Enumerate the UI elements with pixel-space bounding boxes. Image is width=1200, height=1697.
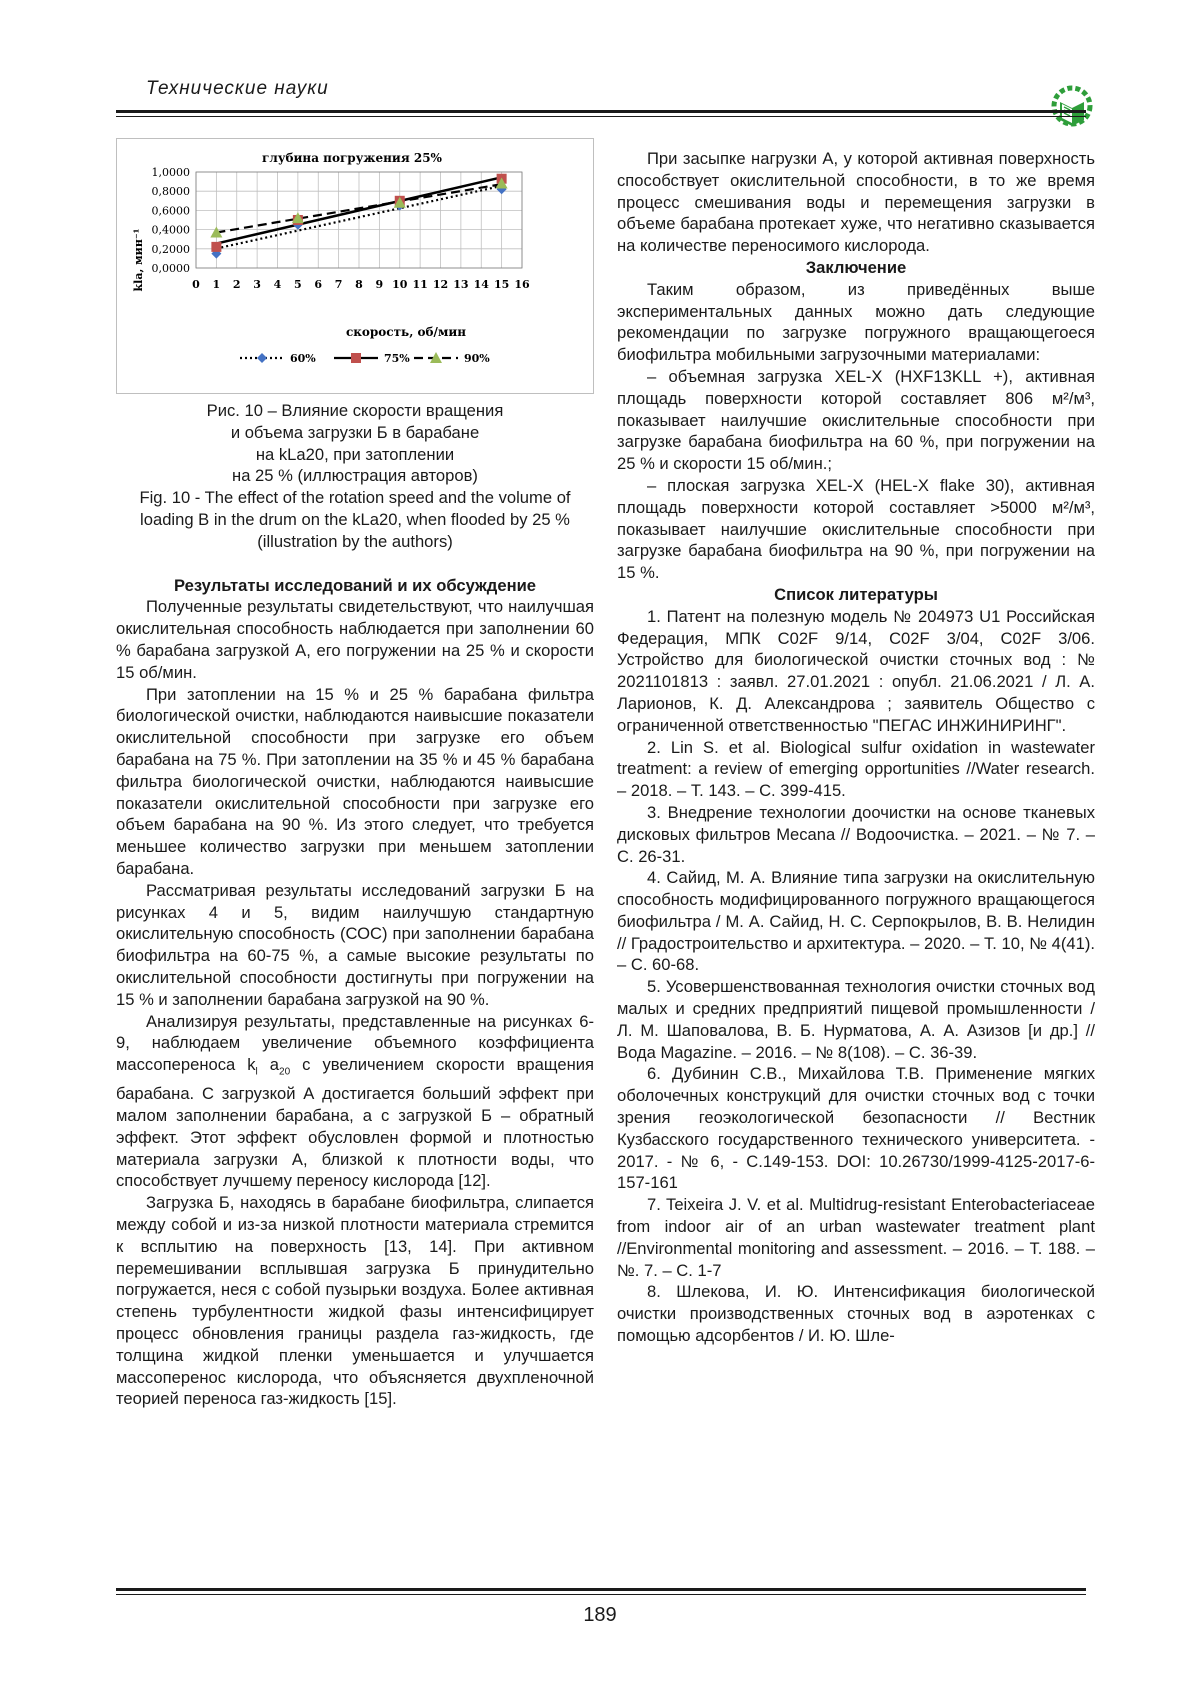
x-tick-label: 13 xyxy=(453,278,469,291)
paragraph: При затоплении на 15 % и 25 % барабана фильтра биологической очистки, наблюдаются наивысшие показатели окислительной способности при загрузке его объем барабана на 75 %. При затоплении на 35 % и 45 % барабана фильтра биологической очистки, наблюдаются наивысшие показатели окислительной способности при загрузке его объем барабана на 90 %. Из этого следует, что требуется меньшее количество загрузки при меньшем затоплении барабана. xyxy=(116,684,594,878)
figure-caption-en: Fig. 10 - The effect of the rotation speed and the volume of loading B in the drum on the kLa20, when flooded by 25 % (illustration by the authors) xyxy=(139,488,571,551)
x-tick-label: 5 xyxy=(294,278,302,291)
x-tick-label: 3 xyxy=(253,278,261,291)
figure-caption-ru-1: Рис. 10 – Влияние скорости вращения xyxy=(206,401,504,420)
reference-item: 4. Сайид, М. А. Влияние типа загрузки на окислительную способность модифицированного погружного вращающегося биофильтра / М. А. Сайид, Н. С. Серпокрылов, В. В. Нелидин // Градостроительство и архитектура. – 2020. – Т. 10, № 4(41). – С. 60-68. xyxy=(617,868,1095,975)
section-heading-conclusion: Заключение xyxy=(805,257,907,277)
y-axis-label: kla, мин⁻¹ xyxy=(132,228,145,292)
reference-item: 5. Усовершенствованная технология очистки сточных вод малых и средних предприятий пищевой промышленности / Л. М. Шаповалова, В. Б. Нурматова, А. А. Азизов [и др.] // Вода Magazine. – 2016. – № 8(108). – С. 36-39. xyxy=(617,977,1095,1062)
data-point xyxy=(351,353,361,363)
header-rule-thin xyxy=(116,116,1086,117)
paragraph: Анализируя результаты, представленные на рисунках 6-9, наблюдаем увеличение объемного коэффициента массопереноса $k_l$ $a_{20}$ с увеличением скорости вращения барабана. С загрузкой А достигается больший эффект при малом заполнении барабана, а с загрузкой Б – обратный эффект. Этот эффект обусловлен формой и плотностью материала загрузки А, близкой к плотности воды, что способствует лучшему переносу кислорода [12]. xyxy=(116,1011,594,1191)
left-column xyxy=(116,400,594,1410)
paragraph: Таким образом, из приведённых выше экспериментальных данных можно дать следующие рекомендации по загрузке погружного вращающегоеся биофильтра мобильными загрузочными материалами: xyxy=(617,279,1095,365)
paragraph: Загрузка Б, находясь в барабане биофильтра, слипается между собой и из-за низкой плотности материала стремится к всплытию на поверхность [13, 14]. При активном перемешивании всплывшая загрузка Б принудительно погружается, неся с собой пузырьки воздуха. Более активная степень турбулентности жидкой фазы интенсифицирует процесс обновления границы раздела газ-жидкость, где толщина жидкой пленки уменьшается и улучшается массоперенос кислорода, что объясняется двухпленочной теорией переноса газ-жидкость [15]. xyxy=(116,1193,594,1409)
x-tick-label: 7 xyxy=(334,278,343,291)
reference-item: 3. Внедрение технологии доочистки на основе тканевых дисковых фильтров Mecana // Водоочистка. – 2021. – № 7. – С. 26-31. xyxy=(617,802,1095,866)
y-tick-label: 0,0000 xyxy=(151,262,190,275)
x-tick-label: 1 xyxy=(212,278,221,291)
y-tick-label: 0,6000 xyxy=(151,204,190,218)
section-heading-results: Результаты исследований и их обсуждение xyxy=(173,575,537,595)
figure-caption-ru-2: и объема загрузки Б в барабане xyxy=(230,422,480,442)
x-tick-label: 2 xyxy=(232,278,241,291)
page-number: 189 xyxy=(583,1604,617,1626)
journal-section-title: Технические науки xyxy=(146,78,329,99)
reference-item: 7. Teixeira J. V. et al. Multidrug-resistant Enterobacteriaceae from indoor air of an urban wastewater treatment plant //Environmental monitoring and assessment. – 2016. – Т. 188. – №. 7. – С. 1-7 xyxy=(617,1195,1095,1280)
x-tick-label: 12 xyxy=(432,278,449,291)
x-tick-label: 16 xyxy=(514,278,530,291)
x-tick-label: 8 xyxy=(355,278,363,291)
y-tick-label: 0,2000 xyxy=(151,242,190,256)
x-tick-label: 4 xyxy=(273,278,282,291)
y-tick-label: 1,0000 xyxy=(151,166,190,179)
paragraph: – объемная загрузка XEL-X (HXF13KLL +), активная площадь поверхности которой составляет 806 м²/м³, показывает наилучшие окислительные способности при загрузке барабана биофильтра на 60 %, при погружении на 25 % и скорости 15 об/мин.; xyxy=(617,366,1095,474)
chart-title: глубина погружения 25% xyxy=(262,151,442,165)
legend-label: 75% xyxy=(384,352,410,365)
y-tick-label: 0,8000 xyxy=(151,185,190,199)
reference-item: 8. Шлекова, И. Ю. Интенсификация биологической очистки производственных сточных вод в аэротенках с помощью адсорбентов / И. Ю. Шле- xyxy=(617,1282,1095,1346)
x-tick-label: 11 xyxy=(412,278,428,291)
reference-item: 2. Lin S. et al. Biological sulfur oxidation in wastewater treatment: a review of emerging opportunities //Water research. – 2018. – Т. 143. – С. 399-415. xyxy=(617,737,1095,801)
header-rule xyxy=(116,110,1086,113)
y-tick-label: 0,4000 xyxy=(151,223,190,237)
footer-rule xyxy=(116,1588,1086,1591)
x-tick-label: 9 xyxy=(375,278,384,291)
legend-label: 60% xyxy=(290,352,316,365)
section-heading-references: Список литературы xyxy=(774,584,938,604)
x-tick-label: 10 xyxy=(392,278,408,291)
paragraph: – плоская загрузка XEL-X (HEL-X flake 30), активная площадь поверхности которой составляет >5000 м²/м³, показывает наилучшие окислительные способности при загрузке барабана биофильтра на 90 %, при погружении на 15 %. xyxy=(617,475,1095,583)
paragraph: Рассматривая результаты исследований загрузки Б на рисунках 4 и 5, видим наилучшую стандартную окислительную способность (СОС) при заполнении барабана биофильтра на 60-75 %, а самые высокие результаты по окислительной способности достигнуты при погружении на 15 % и заполнении барабана загрузкой на 90 %. xyxy=(116,880,594,1009)
legend-label: 90% xyxy=(464,352,490,365)
footer-rule-thin xyxy=(116,1594,1086,1595)
figure-10-chart xyxy=(116,138,594,394)
x-tick-label: 6 xyxy=(314,278,323,291)
figure-caption-ru-4: на 25 % (иллюстрация авторов) xyxy=(232,466,478,486)
x-tick-label: 0 xyxy=(192,278,200,291)
journal-logo-icon xyxy=(1048,82,1096,130)
x-axis-label: скорость, об/мин xyxy=(345,325,467,339)
x-tick-label: 15 xyxy=(493,278,510,291)
reference-item: 1. Патент на полезную модель № 204973 U1 Российская Федерация, МПК C02F 9/14, C02F 3/04, C02F 3/06. Устройство для биологической очистки сточных вод : № 2021101813 : заявл. 27.01.2021 : опубл. 21.06.2021 / Л. А. Ларионов, К. Д. Александрова ; заявитель Общество с ограниченной ответственностью "ПЕГАС ИНЖИНИРИНГ". xyxy=(617,606,1095,735)
paragraph: Полученные результаты свидетельствуют, что наилучшая окислительная способность наблюдается при заполнении 60 % барабана загрузкой А, его погружении на 25 % и скорости 15 об/мин. xyxy=(116,597,594,682)
figure-caption-ru-3: на kLa20, при затоплении xyxy=(255,444,455,464)
reference-item: 6. Дубинин С.В., Михайлова Т.В. Применение мягких оболочечных конструкций для очистки сточных вод с точки зрения геоэкологической безопасности // Вестник Кузбасского государственного технического университета. - 2017. - № 6, - С.149-153. DOI: 10.26730/1999-4125-2017-6-157-161 xyxy=(617,1064,1095,1193)
data-point xyxy=(211,242,221,252)
x-tick-label: 14 xyxy=(473,278,489,291)
paragraph: При засыпке нагрузки А, у которой активная поверхность способствует окислительной способности, в то же время процесс смешивания воды и перемещения загрузки в объеме барабана протекает хуже, что негативно сказывается на количестве переносимого кислорода. xyxy=(617,149,1095,256)
right-column xyxy=(617,148,1095,1347)
